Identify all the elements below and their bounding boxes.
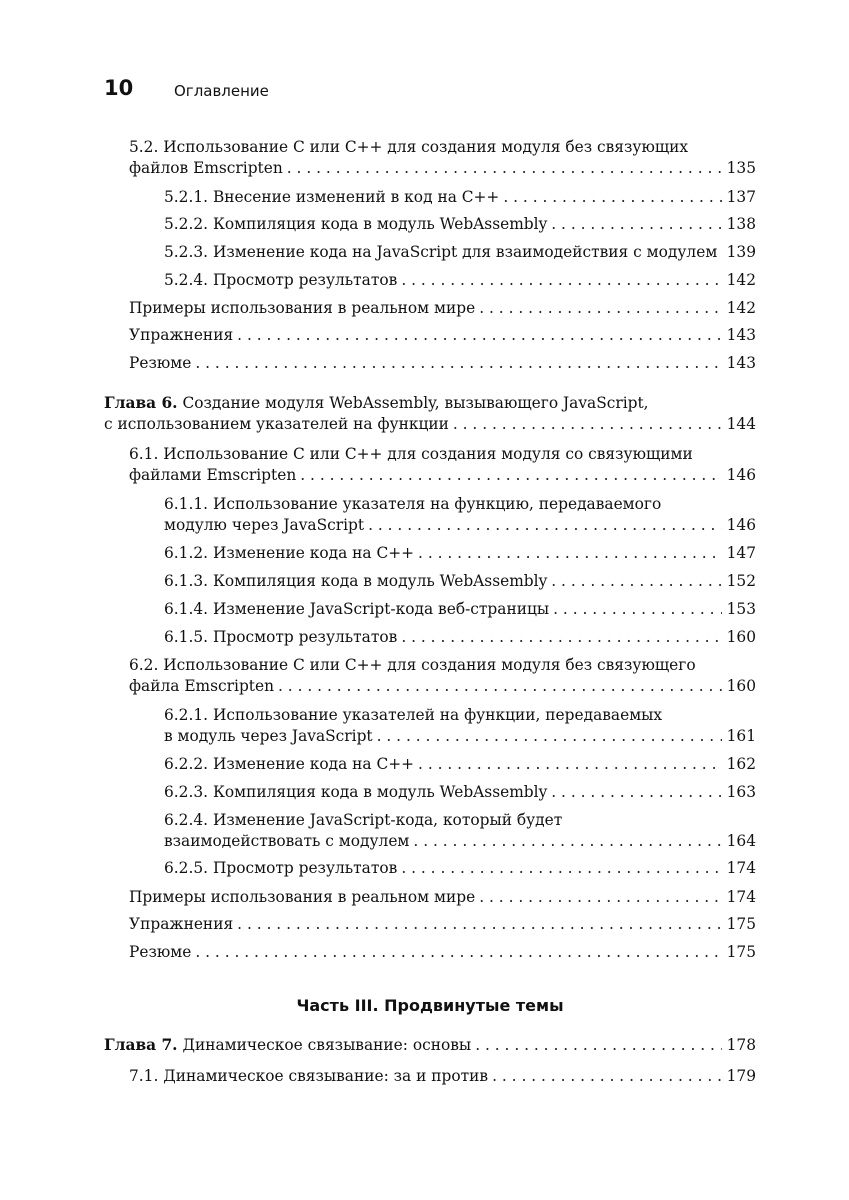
toc-entry-6-2-3 (164, 782, 756, 803)
entry-page-number: 144 (726, 415, 756, 433)
toc-entry-6-2-5 (164, 858, 756, 879)
entry-page-number: 174 (726, 859, 756, 877)
dot-leader (401, 858, 722, 879)
entry-page-number: 146 (726, 466, 756, 484)
toc-entry-exercises-6 (129, 914, 756, 935)
entry-page-number: 146 (726, 516, 756, 534)
entry-page-number: 161 (726, 727, 756, 745)
dot-leader (503, 187, 722, 208)
dot-leader (418, 543, 722, 564)
entry-title: Резюме (129, 354, 192, 372)
toc-entry-real-world-6 (129, 887, 756, 908)
dot-leader (195, 353, 722, 374)
dot-leader (237, 914, 722, 935)
entry-title-line-1: 6.1. Использование C или C++ для создания модуля со связующими (129, 445, 693, 463)
entry-title: 5.2.3. Изменение кода на JavaScript для взаимодействия с модулем (164, 243, 718, 261)
entry-page-number: 143 (726, 326, 756, 344)
entry-title: 6.1.3. Компиляция кода в модуль WebAssembly (164, 572, 548, 590)
entry-page-number: 163 (726, 783, 756, 801)
running-title: Оглавление (174, 82, 269, 100)
dot-leader (479, 298, 722, 319)
toc-entry-6-1-5 (164, 627, 756, 648)
toc-entry-6-1-1 (164, 494, 756, 536)
dot-leader (475, 1035, 722, 1056)
entry-page-number: 152 (726, 572, 756, 590)
entry-page-number: 137 (726, 188, 756, 206)
dot-leader (237, 325, 722, 346)
page-number: 10 (104, 76, 134, 100)
dot-leader (287, 158, 722, 179)
toc-entry-6-2-2 (164, 754, 756, 775)
toc-entry-chapter-7 (104, 1035, 756, 1056)
entry-page-number: 160 (726, 628, 756, 646)
toc-entry-5-2 (129, 137, 756, 179)
toc-entry-real-world-5 (129, 298, 756, 319)
dot-leader (401, 627, 722, 648)
part-title: Часть III. Продвинутые темы (296, 996, 564, 1015)
entry-title-line-1: 6.1.1. Использование указателя на функцию, передаваемого (164, 495, 662, 513)
entry-title: 6.2.3. Компиляция кода в модуль WebAssembly (164, 783, 548, 801)
entry-page-number: 143 (726, 354, 756, 372)
toc-entry-5-2-4 (164, 270, 756, 291)
toc-entry-6-1-4 (164, 599, 756, 620)
dot-leader (413, 831, 722, 852)
dot-leader (551, 571, 722, 592)
toc-entry-6-1-2 (164, 543, 756, 564)
dot-leader (401, 270, 722, 291)
dot-leader (551, 214, 722, 235)
entry-title: 6.1.2. Изменение кода на C++ (164, 544, 415, 562)
dot-leader (300, 465, 722, 486)
dot-leader (551, 782, 722, 803)
dot-leader (553, 599, 722, 620)
toc-entry-5-2-2 (164, 214, 756, 235)
entry-title-line-1: Создание модуля WebAssembly, вызывающего JavaScript, (182, 394, 649, 412)
entry-title: 6.1.5. Просмотр результатов (164, 628, 398, 646)
entry-title: в модуль через JavaScript (164, 727, 373, 745)
entry-title: файлов Emscripten (129, 159, 283, 177)
entry-page-number: 147 (726, 544, 756, 562)
entry-title: Динамическое связывание: основы (182, 1036, 472, 1054)
entry-page-number: 142 (726, 299, 756, 317)
dot-leader (195, 942, 722, 963)
entry-title-line-1: 6.2. Использование C или C++ для создания модуля без связующего (129, 656, 696, 674)
toc-entry-6-2-4 (164, 810, 756, 852)
toc-entry-6-2 (129, 655, 756, 697)
entry-page-number: 175 (726, 915, 756, 933)
entry-title: 6.1.4. Изменение JavaScript-кода веб-страницы (164, 600, 550, 618)
entry-title: 7.1. Динамическое связывание: за и против (129, 1067, 489, 1085)
entry-title: Упражнения (129, 915, 234, 933)
chapter-label: Глава 6. (104, 394, 178, 412)
dot-leader (479, 887, 722, 908)
dot-leader (377, 726, 722, 747)
entry-title: 6.2.5. Просмотр результатов (164, 859, 398, 877)
toc-entry-6-2-1 (164, 705, 756, 747)
entry-title: 5.2.4. Просмотр результатов (164, 271, 398, 289)
entry-page-number: 153 (726, 600, 756, 618)
entry-page-number: 174 (726, 888, 756, 906)
entry-title: с использованием указателей на функции (104, 415, 449, 433)
entry-title: файла Emscripten (129, 677, 275, 695)
entry-title: Упражнения (129, 326, 234, 344)
entry-page-number: 162 (726, 755, 756, 773)
entry-title: взаимодействовать с модулем (164, 832, 410, 850)
entry-title-line-1: 6.2.1. Использование указателей на функции, передаваемых (164, 706, 663, 724)
entry-page-number: 135 (726, 159, 756, 177)
entry-title: 5.2.2. Компиляция кода в модуль WebAssembly (164, 215, 548, 233)
entry-page-number: 179 (726, 1067, 756, 1085)
chapter-label: Глава 7. (104, 1036, 178, 1054)
toc-entry-5-2-1 (164, 187, 756, 208)
entry-title: Примеры использования в реальном мире (129, 299, 476, 317)
toc-entry-chapter-6 (104, 393, 756, 435)
entry-page-number: 175 (726, 943, 756, 961)
toc-entry-5-2-3 (164, 242, 756, 263)
entry-page-number: 160 (726, 677, 756, 695)
entry-title: Примеры использования в реальном мире (129, 888, 476, 906)
entry-title-line-1: 6.2.4. Изменение JavaScript-кода, который будет (164, 811, 563, 829)
entry-page-number: 142 (726, 271, 756, 289)
toc-entry-summary-6 (129, 942, 756, 963)
toc-entry-6-1 (129, 444, 756, 486)
toc-entry-exercises-5 (129, 325, 756, 346)
toc-entry-7-1 (129, 1066, 756, 1087)
dot-leader (721, 242, 722, 263)
entry-page-number: 138 (726, 215, 756, 233)
toc-entry-6-1-3 (164, 571, 756, 592)
dot-leader (453, 414, 722, 435)
entry-title: 5.2.1. Внесение изменений в код на C++ (164, 188, 500, 206)
entry-page-number: 139 (726, 243, 756, 261)
entry-title: Резюме (129, 943, 192, 961)
entry-title: 6.2.2. Изменение кода на C++ (164, 755, 415, 773)
dot-leader (492, 1066, 722, 1087)
dot-leader (368, 515, 722, 536)
dot-leader (418, 754, 722, 775)
entry-title: файлами Emscripten (129, 466, 297, 484)
entry-title: модулю через JavaScript (164, 516, 365, 534)
dot-leader (278, 676, 722, 697)
entry-title-line-1: 5.2. Использование C или C++ для создания модуля без связующих (129, 138, 689, 156)
entry-page-number: 178 (726, 1036, 756, 1054)
entry-page-number: 164 (726, 832, 756, 850)
toc-entry-summary-5 (129, 353, 756, 374)
